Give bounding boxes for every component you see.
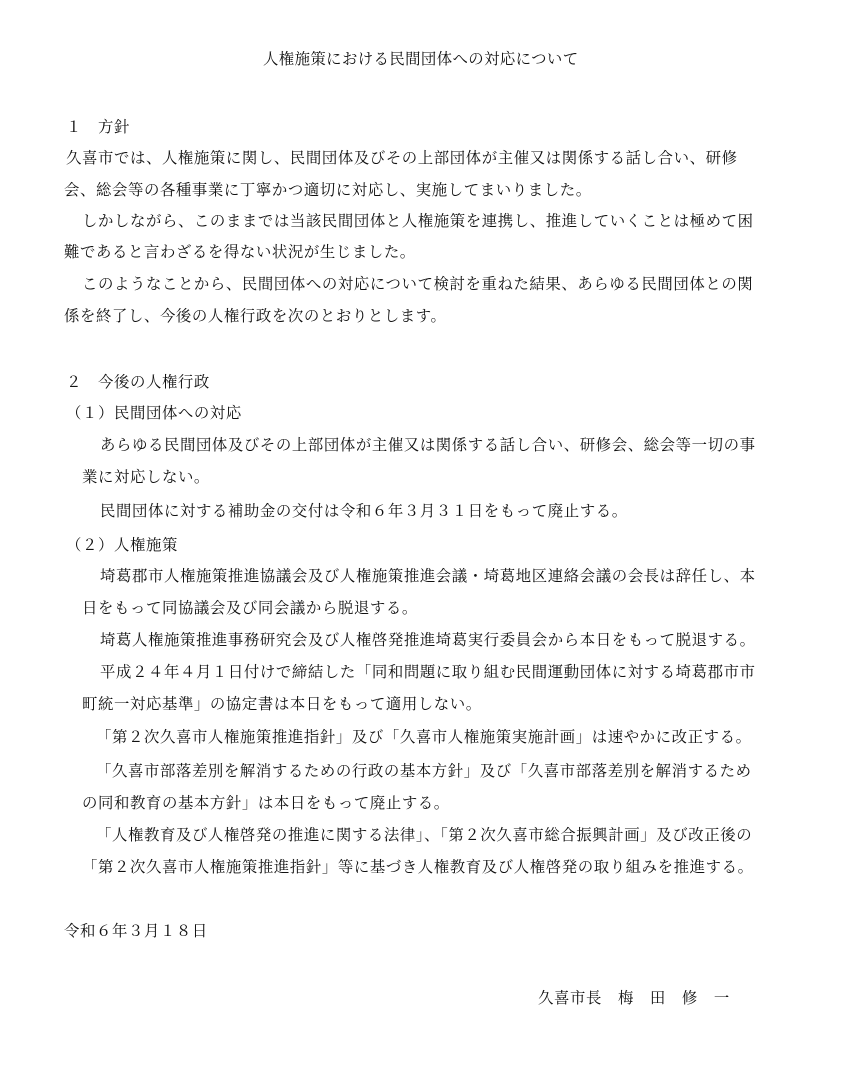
section-1-paragraph-2-line-2: 難であると言わざるを得ない状況が生じました。 <box>64 243 416 261</box>
section-2-heading: ２ 今後の人権行政 <box>66 373 210 391</box>
signature: 久喜市長 梅 田 修 一 <box>538 989 730 1007</box>
section-1-heading: １ 方針 <box>66 118 130 136</box>
subsection-2-paragraph-6-line-2: 「第２次久喜市人権施策推進指針」等に基づき人権教育及び人権啓発の取り組みを推進する。 <box>82 858 754 876</box>
subsection-2-paragraph-4: 「第２次久喜市人権施策推進指針」及び「久喜市人権施策実施計画」は速やかに改正する。 <box>96 728 752 746</box>
section-1-paragraph-1-line-2: 会、総会等の各種事業に丁寧かつ適切に対応し、実施してまいりました。 <box>64 181 592 199</box>
subsection-1-heading: （１）民間団体への対応 <box>66 404 242 422</box>
subsection-1-paragraph-1-line-2: 業に対応しない。 <box>82 468 210 486</box>
subsection-2-heading: （２）人権施策 <box>66 536 178 554</box>
subsection-2-paragraph-3-line-1: 平成２４年４月１日付けで締結した「同和問題に取り組む民間運動団体に対する埼葛郡市市 <box>100 663 756 681</box>
section-1-paragraph-3-line-2: 係を終了し、今後の人権行政を次のとおりとします。 <box>64 307 447 325</box>
subsection-2-paragraph-2: 埼葛人権施策推進事務研究会及び人権啓発推進埼葛実行委員会から本日をもって脱退する。 <box>100 631 756 649</box>
section-1-paragraph-3-line-1: このようなことから、民間団体への対応について検討を重ねた結果、あらゆる民間団体との関 <box>82 275 754 293</box>
subsection-2-paragraph-1-line-1: 埼葛郡市人権施策推進協議会及び人権施策推進会議・埼葛地区連絡会議の会長は辞任し、本 <box>100 567 756 585</box>
section-1-paragraph-2-line-1: しかしながら、このままでは当該民間団体と人権施策を連携し、推進していくことは極めて困 <box>82 212 754 230</box>
section-1-paragraph-1-line-1: 久喜市では、人権施策に関し、民間団体及びその上部団体が主催又は関係する話し合い、研修 <box>66 149 738 167</box>
subsection-1-paragraph-1-line-1: あらゆる民間団体及びその上部団体が主催又は関係する話し合い、研修会、総会等一切の事 <box>100 436 756 454</box>
subsection-1-paragraph-2: 民間団体に対する補助金の交付は令和６年３月３１日をもって廃止する。 <box>100 502 628 520</box>
document-title: 人権施策における民間団体への対応について <box>263 50 579 68</box>
subsection-2-paragraph-3-line-2: 町統一対応基準」の協定書は本日をもって適用しない。 <box>82 695 482 713</box>
document-date: 令和６年３月１８日 <box>64 922 208 940</box>
subsection-2-paragraph-5-line-1: 「久喜市部落差別を解消するための行政の基本方針」及び「久喜市部落差別を解消するため <box>96 762 752 780</box>
subsection-2-paragraph-6-line-1: 「人権教育及び人権啓発の推進に関する法律」、「第２次久喜市総合振興計画」及び改正後の <box>96 826 753 844</box>
subsection-2-paragraph-5-line-2: の同和教育の基本方針」は本日をもって廃止する。 <box>82 794 450 812</box>
subsection-2-paragraph-1-line-2: 日をもって同協議会及び同会議から脱退する。 <box>82 599 418 617</box>
